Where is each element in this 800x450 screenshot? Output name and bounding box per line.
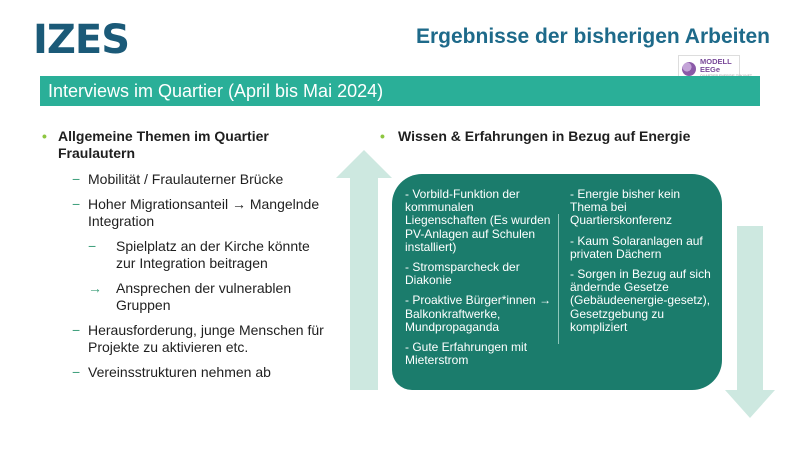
up-arrow-icon: [336, 150, 392, 390]
dash-icon: −: [72, 364, 81, 380]
box-item: - Energie bisher kein Thema bei Quartierskonferenz: [570, 187, 681, 228]
modell-logo-text: [700, 58, 752, 78]
section-banner: Interviews im Quartier (April bis Mai 2024): [40, 76, 760, 106]
list-item: [42, 196, 332, 230]
list-item-text: Mobilität / Fraulauterner Brücke: [88, 171, 284, 187]
down-arrow-icon: [725, 226, 775, 418]
box-divider: [558, 214, 559, 344]
right-heading: Wissen & Erfahrungen in Bezug auf Energie: [398, 128, 691, 144]
box-item: - Proaktive Bürger*innen → Balkonkraftwerke, Mundpropaganda: [405, 293, 552, 334]
list-subitem: [42, 238, 332, 272]
modell-logo-icon: [682, 62, 696, 76]
box-item: - Stromsparcheck der Diakonie: [405, 260, 520, 288]
slide-title: Ergebnisse der bisherigen Arbeiten: [416, 25, 770, 48]
list-subitem-text: Ansprechen der vulnerablen Gruppen: [116, 280, 292, 313]
list-subitem: [42, 280, 332, 314]
box-column-left: [405, 188, 555, 374]
dash-icon: −: [72, 196, 81, 212]
list-subitem-text: Spielplatz an der Kirche könnte zur Integration beitragen: [116, 238, 310, 271]
bullet-icon: •: [380, 128, 385, 144]
box-item: - Vorbild-Funktion der kommunalen Liegenschaften (Es wurden PV-Anlagen auf Schulen installiert): [405, 187, 551, 254]
dash-icon: −: [72, 171, 81, 187]
list-item: [42, 364, 332, 381]
izes-logo: IZES: [33, 17, 130, 63]
left-column: [42, 128, 332, 389]
left-heading: Allgemeine Themen im Quartier Fraulautern: [58, 128, 269, 161]
box-item: - Gute Erfahrungen mit Mieterstrom: [405, 340, 528, 368]
arrow-right-icon: →: [88, 280, 102, 296]
box-item: - Kaum Solaranlagen auf privaten Dächern: [570, 233, 703, 261]
dash-icon: −: [88, 238, 97, 254]
list-item: [42, 322, 332, 356]
list-item-text: Herausforderung, junge Menschen für Projekte zu aktivieren etc.: [88, 322, 324, 355]
list-item: [42, 171, 332, 188]
box-column-right: [570, 188, 718, 341]
list-item-text: Vereinsstrukturen nehmen ab: [88, 364, 271, 380]
energy-knowledge-box: [392, 174, 722, 390]
list-item-text: Hoher Migrationsanteil → Mangelnde Integration: [88, 196, 320, 229]
left-heading-item: [42, 128, 332, 162]
modell-line1: MODELL: [700, 57, 732, 66]
box-item: - Sorgen in Bezug auf sich ändernde Gesetze (Gebäudeenergie-gesetz), Gesetzgebung zu kompliziert: [570, 267, 711, 334]
right-heading-item: [380, 128, 690, 145]
dash-icon: −: [72, 322, 81, 338]
modell-line2: EEGe: [700, 65, 721, 74]
bullet-icon: •: [42, 128, 47, 144]
